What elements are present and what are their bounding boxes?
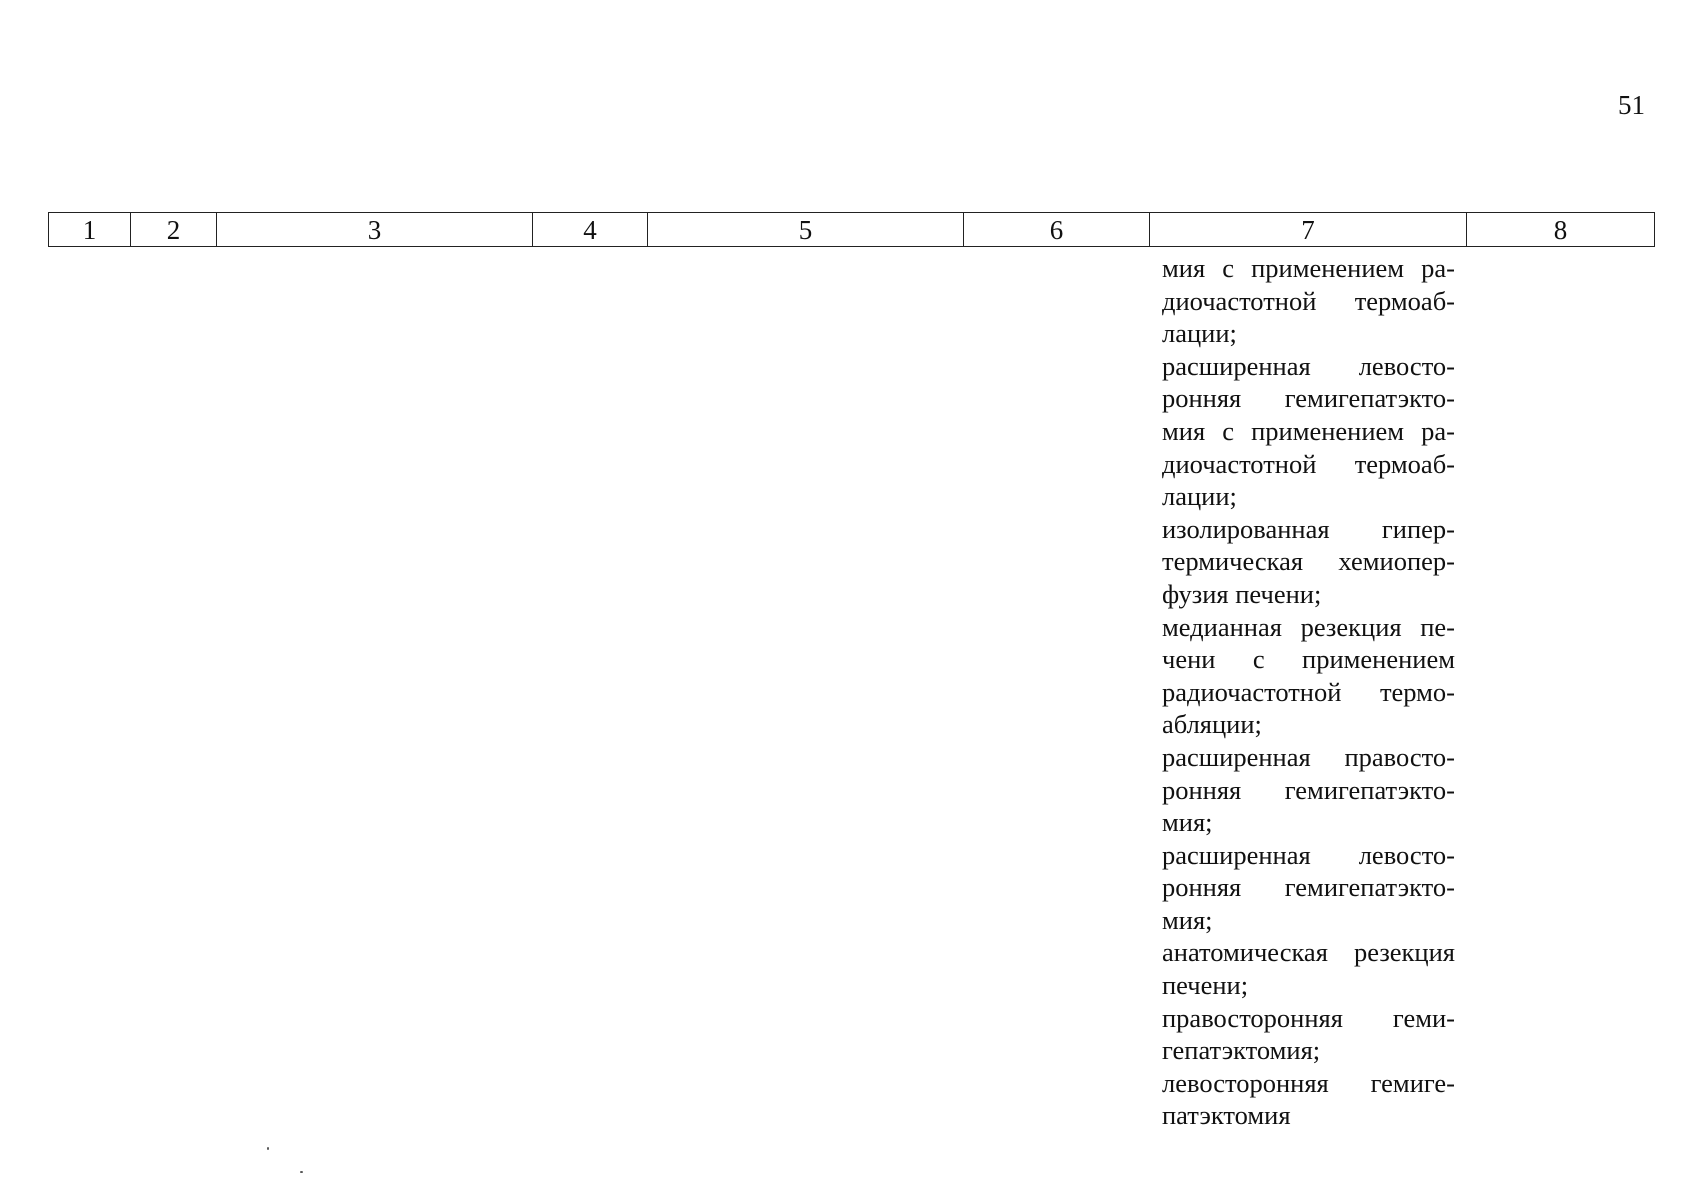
page-number: 51 bbox=[1618, 90, 1645, 120]
text-line: правосторонняя геми- bbox=[1162, 1002, 1455, 1033]
text-line: патэктомия bbox=[1162, 1100, 1291, 1131]
procedure-entry-6 bbox=[1162, 839, 1455, 937]
text-line: печени; bbox=[1162, 970, 1249, 1001]
text-line: лации; bbox=[1162, 481, 1237, 512]
scan-speck bbox=[267, 1147, 269, 1150]
column-number-4: 4 bbox=[533, 213, 648, 247]
column-number-1: 1 bbox=[49, 213, 131, 247]
text-line: мия с применением ра- bbox=[1162, 415, 1455, 446]
column-number-header bbox=[48, 212, 1655, 247]
procedure-entry-7 bbox=[1162, 936, 1455, 1001]
text-line: чени с применением bbox=[1162, 644, 1455, 675]
text-line: ронняя гемигепатэкто- bbox=[1162, 872, 1455, 903]
text-line: абляции; bbox=[1162, 709, 1262, 740]
text-line: диочастотной термоаб- bbox=[1162, 448, 1455, 479]
text-line: левосторонняя гемиге- bbox=[1162, 1067, 1455, 1098]
scan-speck bbox=[300, 1171, 303, 1173]
procedure-entry-1 bbox=[1162, 252, 1455, 350]
procedure-entry-9 bbox=[1162, 1067, 1455, 1132]
text-line: лации; bbox=[1162, 318, 1237, 349]
text-line: ронняя гемигепатэкто- bbox=[1162, 774, 1455, 805]
text-line: термическая хемиопер- bbox=[1162, 546, 1455, 577]
column-number-6: 6 bbox=[964, 213, 1150, 247]
text-line: расширенная левосто- bbox=[1162, 350, 1455, 381]
text-line: анатомическая резекция bbox=[1162, 937, 1455, 968]
text-line: ронняя гемигепатэкто- bbox=[1162, 383, 1455, 414]
text-line: расширенная правосто- bbox=[1162, 741, 1455, 772]
text-line: изолированная гипер- bbox=[1162, 513, 1455, 544]
column-number-7: 7 bbox=[1150, 213, 1467, 247]
text-line: мия; bbox=[1162, 807, 1213, 838]
header-row bbox=[49, 213, 1655, 247]
column-7-text bbox=[1162, 252, 1455, 1132]
procedure-entry-2 bbox=[1162, 350, 1455, 513]
procedure-entry-4 bbox=[1162, 611, 1455, 741]
text-line: диочастотной термоаб- bbox=[1162, 285, 1455, 316]
procedure-entry-8 bbox=[1162, 1002, 1455, 1067]
procedure-entry-5 bbox=[1162, 741, 1455, 839]
text-line: гепатэктомия; bbox=[1162, 1035, 1321, 1066]
column-number-5: 5 bbox=[648, 213, 964, 247]
text-line: радиочастотной термо- bbox=[1162, 676, 1455, 707]
text-line: мия; bbox=[1162, 904, 1213, 935]
column-number-3: 3 bbox=[217, 213, 533, 247]
column-number-2: 2 bbox=[131, 213, 217, 247]
text-line: медианная резекция пе- bbox=[1162, 611, 1455, 642]
text-line: фузия печени; bbox=[1162, 578, 1322, 609]
text-line: расширенная левосто- bbox=[1162, 839, 1455, 870]
text-line: мия с применением ра- bbox=[1162, 253, 1455, 283]
procedure-entry-3 bbox=[1162, 513, 1455, 611]
column-number-8: 8 bbox=[1467, 213, 1655, 247]
